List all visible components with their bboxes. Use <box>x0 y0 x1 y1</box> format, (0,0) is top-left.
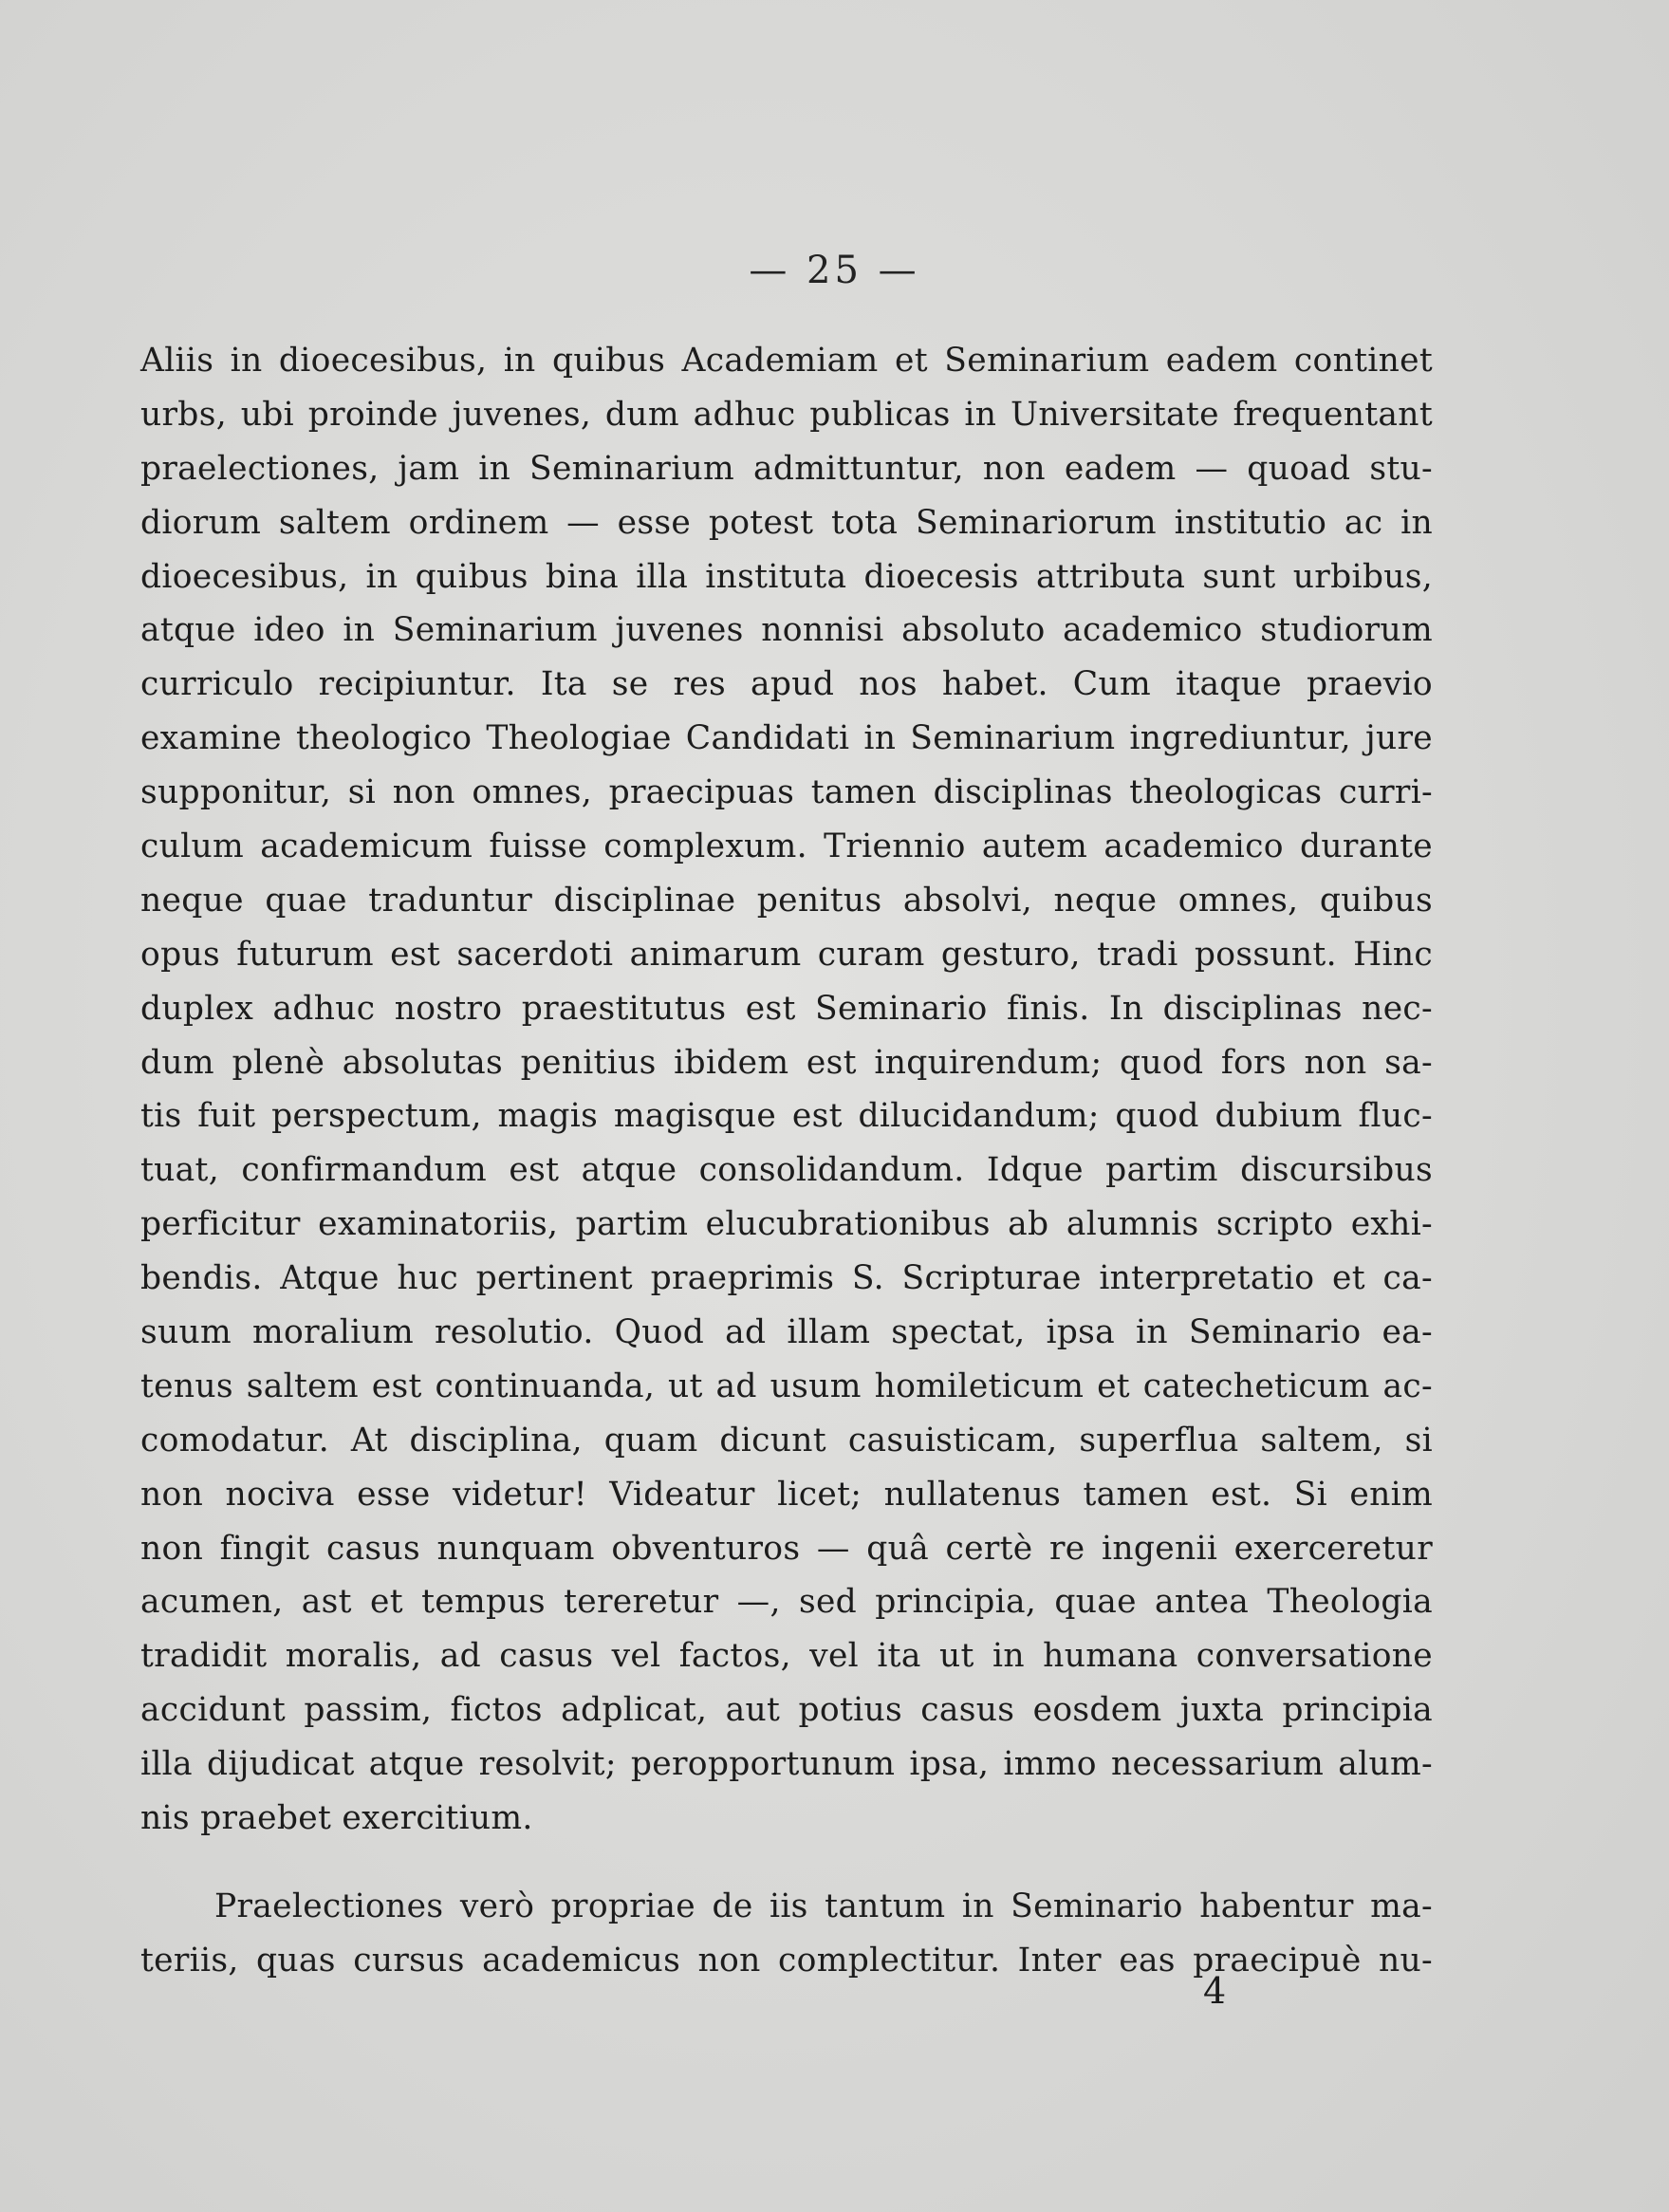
text-line: accidunt passim, fictos adplicat, aut potius casus eosdem juxta principia <box>140 1691 1433 1730</box>
paragraph <box>140 1880 1433 1988</box>
text-line: urbs, ubi proinde juvenes, dum adhuc publicas in Universitate frequentant <box>140 395 1433 434</box>
page-header: — 25 — <box>749 249 920 292</box>
text-line: dioecesibus, in quibus bina illa instituta dioecesis attributa sunt urbibus, <box>140 557 1433 596</box>
text-line: non nociva esse videtur! Videatur licet; nullatenus tamen est. Si enim <box>140 1475 1433 1514</box>
text-line: dum plenè absolutas penitius ibidem est inquirendum; quod fors non sa- <box>140 1043 1433 1082</box>
signature-mark: 4 <box>1203 1970 1227 2012</box>
text-line: bendis. Atque huc pertinent praeprimis S. Scripturae interpretatio et ca- <box>140 1259 1433 1298</box>
text-line: perficitur examinatoriis, partim elucubrationibus ab alumnis scripto exhi- <box>140 1205 1433 1244</box>
text-line: suum moralium resolutio. Quod ad illam spectat, ipsa in Seminario ea- <box>140 1313 1433 1352</box>
text-line: examine theologico Theologiae Candidati in Seminarium ingrediuntur, jure <box>140 719 1433 758</box>
text-line: tis fuit perspectum, magis magisque est dilucidandum; quod dubium fluc- <box>140 1097 1433 1136</box>
text-line: Aliis in dioecesibus, in quibus Academiam et Seminarium eadem continet <box>140 342 1433 380</box>
text-line: diorum saltem ordinem — esse potest tota Seminariorum institutio ac in <box>140 503 1433 542</box>
text-line: tuat, confirmandum est atque consolidandum. Idque partim discursibus <box>140 1151 1433 1190</box>
body-text <box>140 334 1433 1988</box>
text-line: duplex adhuc nostro praestitutus est Seminario finis. In disciplinas nec- <box>140 989 1433 1028</box>
text-line: curriculo recipiuntur. Ita se res apud nos habet. Cum itaque praevio <box>140 665 1433 704</box>
text-line: supponitur, si non omnes, praecipuas tamen disciplinas theologicas curri- <box>140 773 1433 812</box>
text-line: opus futurum est sacerdoti animarum curam gesturo, tradi possunt. Hinc <box>140 935 1433 974</box>
text-line: praelectiones, jam in Seminarium admittuntur, non eadem — quoad stu- <box>140 449 1433 488</box>
text-line: tenus saltem est continuanda, ut ad usum homileticum et catecheticum ac- <box>140 1366 1433 1405</box>
text-line: nis praebet exercitium. <box>140 1799 533 1838</box>
text-line: atque ideo in Seminarium juvenes nonnisi absoluto academico studiorum <box>140 611 1433 650</box>
text-line: non fingit casus nunquam obventuros — quâ certè re ingenii exerceretur <box>140 1529 1433 1568</box>
text-line: tradidit moralis, ad casus vel factos, vel ita ut in humana conversatione <box>140 1637 1433 1676</box>
text-line: neque quae traduntur disciplinae penitus absolvi, neque omnes, quibus <box>140 881 1433 920</box>
text-line: teriis, quas cursus academicus non complectitur. Inter eas praecipuè nu- <box>140 1941 1433 1980</box>
text-line: illa dijudicat atque resolvit; peropportunum ipsa, immo necessarium alum- <box>140 1745 1433 1784</box>
paragraph-gap <box>140 1846 1433 1880</box>
paragraph <box>140 334 1433 1846</box>
text-line: culum academicum fuisse complexum. Triennio autem academico durante <box>140 827 1433 866</box>
text-line: Praelectiones verò propriae de iis tantum in Seminario habentur ma- <box>214 1887 1433 1925</box>
text-line: acumen, ast et tempus tereretur —, sed principia, quae antea Theologia <box>140 1583 1433 1622</box>
text-line: comodatur. At disciplina, quam dicunt casuisticam, superflua saltem, si <box>140 1421 1433 1459</box>
